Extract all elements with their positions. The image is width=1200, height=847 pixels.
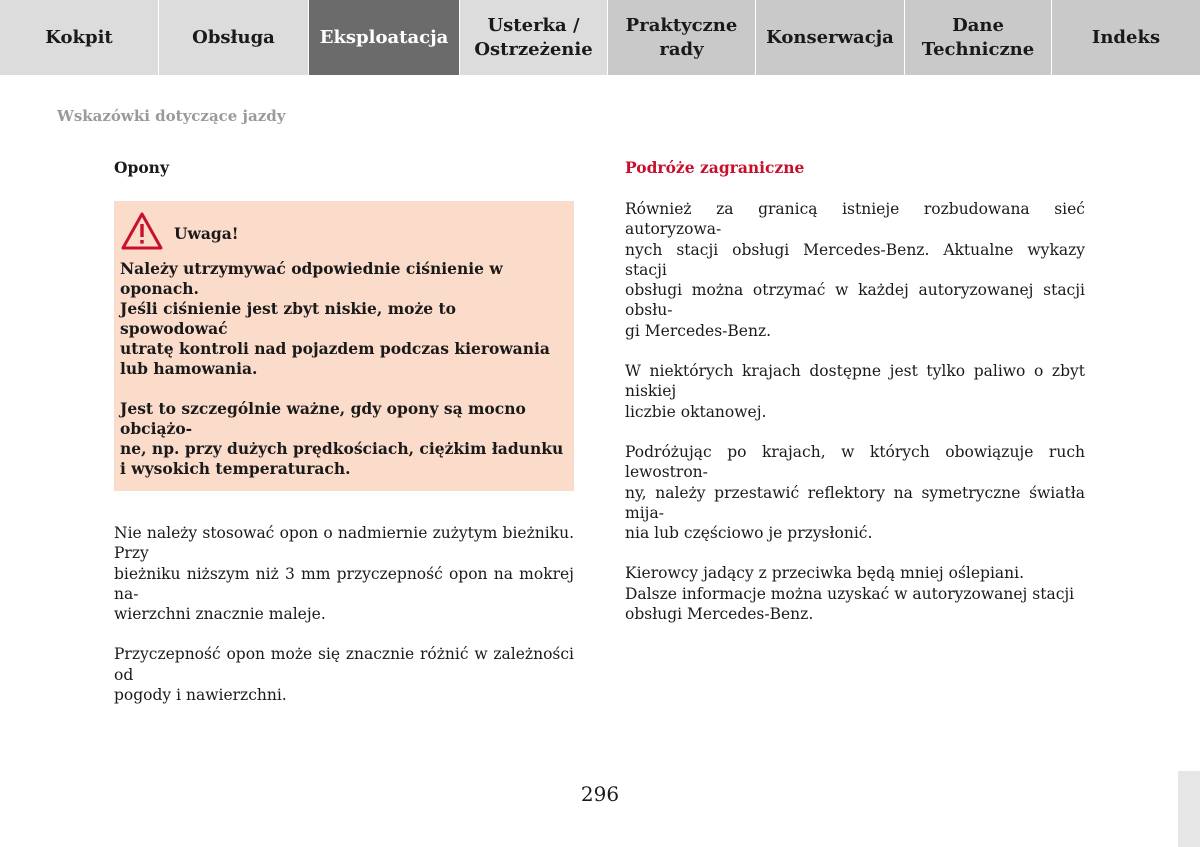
body-paragraph: W niektórych krajach dostępne jest tylko paliwo o zbyt niskiej liczbie oktanowej. — [625, 362, 1085, 421]
warning-box — [114, 201, 574, 491]
tab-dane-techniczne[interactable]: Dane Techniczne — [905, 0, 1052, 75]
left-column — [114, 158, 574, 705]
body-paragraph: Podróżując po krajach, w których obowiązuje ruch lewostron- ny, należy przestawić reflektory na symetryczne światła mija- nia lub częściowo je przysłonić. — [625, 442, 1085, 543]
tab-eksploatacja[interactable]: Eksploatacja — [309, 0, 460, 75]
warning-triangle-icon — [120, 211, 164, 255]
tab-usterka-ostrzezenie[interactable]: Usterka / Ostrzeżenie — [460, 0, 608, 75]
tab-obsluga[interactable]: Obsługa — [159, 0, 309, 75]
chapter-tabs — [0, 0, 1200, 75]
warning-title: Uwaga! — [174, 223, 239, 243]
tab-praktyczne-rady[interactable]: Praktyczne rady — [608, 0, 756, 75]
tab-indeks[interactable]: Indeks — [1052, 0, 1200, 75]
warning-text: Jest to szczególnie ważne, gdy opony są mocno obciążo- ne, np. przy dużych prędkościach, ciężkim ładunku i wysokich temperaturach. — [120, 399, 564, 478]
body-paragraph: Nie należy stosować opon o nadmiernie zużytym bieżniku. Przy bieżniku niższym niż 3 mm przyczepność opon na mokrej na- wierzchni znacznie maleje. — [114, 524, 574, 624]
body-paragraph: Również za granicą istnieje rozbudowana sieć autoryzowa- nych stacji obsługi Mercedes-Benz. Aktualne wykazy stacji obsługi można otrzymać w każdej autoryzowanej stacji obsłu- gi Mercedes-Benz. — [625, 200, 1085, 340]
body-paragraph: Kierowcy jadący z przeciwka będą mniej oślepiani. Dalsze informacje można uzyskać w autoryzowanej stacji obsługi Mercedes-Benz. — [625, 564, 1075, 624]
right-column — [625, 158, 1085, 624]
travel-abroad-heading: Podróże zagraniczne — [625, 158, 805, 177]
warning-text: Należy utrzymywać odpowiednie ciśnienie w oponach. Jeśli ciśnienie jest zbyt niskie, może to spowodować utratę kontroli nad pojazdem podczas kierowania lub hamowania. — [120, 259, 550, 378]
section-label: Wskazówki dotyczące jazdy — [57, 107, 286, 125]
page-corner-marker — [1178, 771, 1200, 847]
tab-kokpit[interactable]: Kokpit — [0, 0, 159, 75]
body-paragraph: Przyczepność opon może się znacznie różnić w zależności od pogody i nawierzchni. — [114, 645, 574, 705]
page-number: 296 — [580, 782, 620, 806]
tires-heading: Opony — [114, 158, 169, 177]
warning-header — [120, 213, 566, 253]
tab-konserwacja[interactable]: Konserwacja — [756, 0, 905, 75]
